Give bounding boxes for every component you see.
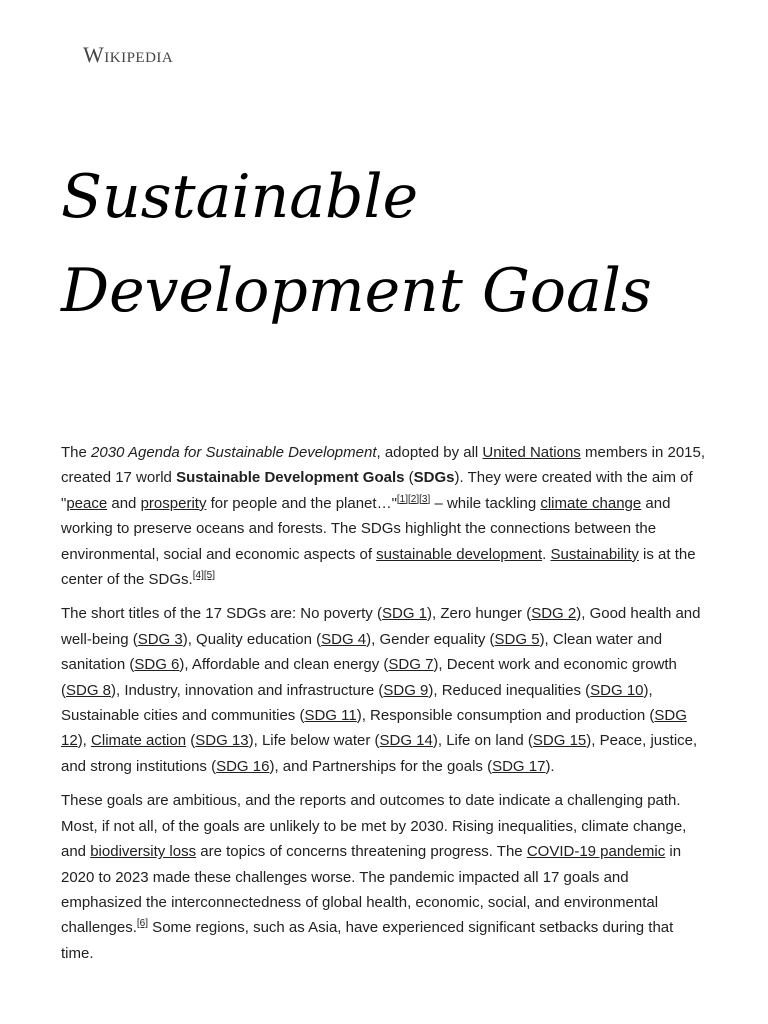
paragraph-intro: The 2030 Agenda for Sustainable Development, adopted by all United Nations members in 2015, created 17 world Sustainable Development Goals (SDGs). They were created with the aim of "peace and prosperity for people and the planet…"[1][2][3] – while tackling climate change and working to preserve oceans and forests. The SDGs highlight the connections between the environmental, social and economic aspects of sustainable development. Sustainability is at the center of the SDGs.[4][5] xyxy=(61,444,706,589)
link-sdg-5[interactable]: SDG 5 xyxy=(494,630,540,648)
link-sdg-9[interactable]: SDG 9 xyxy=(383,681,429,699)
reference-4[interactable] xyxy=(193,570,204,581)
reference-6-link[interactable]: [6] xyxy=(136,918,149,930)
reference-3-link[interactable]: [3] xyxy=(419,493,431,505)
wikipedia-logo[interactable]: Wikipedia xyxy=(83,42,174,67)
reference-5-link[interactable]: [5] xyxy=(203,570,215,582)
link-sdg-1[interactable]: SDG 1 xyxy=(381,605,427,623)
link-sdg-13[interactable]: SDG 13 xyxy=(195,732,249,750)
link-sdg-4[interactable]: SDG 4 xyxy=(321,630,367,648)
link-climate-change[interactable]: climate change xyxy=(540,494,642,512)
link-sustainable-development[interactable]: sustainable development xyxy=(376,545,543,563)
paragraph-challenges: These goals are ambitious, and the reports and outcomes to date indicate a challenging path. Most, if not all, of the goals are unlikely to be met by 2030. Rising inequalities, climate change, and biodiversity loss are topics of concerns threatening progress. The COVID-19 pandemic in 2020 to 2023 made these challenges worse. The pandemic impacted all 17 goals and emphasized the interconnectedness of global health, economic, social, and environmental challenges.[6] Some regions, such as Asia, have experienced significant setbacks during that time. xyxy=(61,792,687,962)
link-prosperity[interactable]: prosperity xyxy=(140,494,207,512)
link-sdg-7[interactable]: SDG 7 xyxy=(388,656,434,674)
reference-5[interactable] xyxy=(204,570,215,581)
link-sdg-17[interactable]: SDG 17 xyxy=(492,757,546,775)
link-biodiversity-loss[interactable]: biodiversity loss xyxy=(90,843,197,861)
link-sdg-8[interactable]: SDG 8 xyxy=(66,681,112,699)
bold-term-sdg: Sustainable Development Goals xyxy=(176,469,405,487)
link-sdg-11[interactable]: SDG 11 xyxy=(304,707,357,725)
link-peace[interactable]: peace xyxy=(66,494,108,512)
page-title xyxy=(61,150,741,338)
link-sdg-2[interactable]: SDG 2 xyxy=(531,605,577,623)
link-sdg-6[interactable]: SDG 6 xyxy=(134,656,180,674)
reference-2-link[interactable]: [2] xyxy=(408,493,420,505)
agenda-title: 2030 Agenda for Sustainable Development xyxy=(91,444,377,461)
title-line-1: Sustainable xyxy=(61,162,419,232)
bold-term-sdgs: SDGs xyxy=(413,469,455,487)
reference-6[interactable] xyxy=(137,918,148,929)
link-sdg-3[interactable]: SDG 3 xyxy=(137,630,183,648)
paragraph-sdg-list: The short titles of the 17 SDGs are: No poverty (SDG 1), Zero hunger (SDG 2), Good health and well-being (SDG 3), Quality education (SDG 4), Gender equality (SDG 5), Clean water and sanitation (SDG 6), Affordable and clean energy (SDG 7), Decent work and economic growth (SDG 8), Industry, innovation and infrastructure (SDG 9), Reduced inequalities (SDG 10), Sustainable cities and communities (SDG 11), Responsible consumption and production (SDG 12), Climate action (SDG 13), Life below water (SDG 14), Life on land (SDG 15), Peace, justice, and strong institutions (SDG 16), and Partnerships for the goals (SDG 17). xyxy=(61,605,701,775)
title-line-2: Development Goals xyxy=(61,256,652,326)
reference-1[interactable] xyxy=(397,494,408,505)
link-sdg-16[interactable]: SDG 16 xyxy=(216,757,270,775)
link-sdg-14[interactable]: SDG 14 xyxy=(379,732,433,750)
link-sdg-12[interactable]: SDG 12 xyxy=(61,707,687,750)
article-body xyxy=(61,440,709,975)
link-sdg-15[interactable]: SDG 15 xyxy=(532,732,587,750)
link-sustainability[interactable]: Sustainability xyxy=(550,545,639,563)
link-covid-19-pandemic[interactable]: COVID-19 pandemic xyxy=(526,843,666,861)
reference-4-link[interactable]: [4] xyxy=(192,570,204,582)
reference-2[interactable] xyxy=(408,494,419,505)
reference-1-link[interactable]: [1] xyxy=(396,493,409,505)
link-climate-action[interactable]: Climate action xyxy=(91,732,187,750)
reference-3[interactable] xyxy=(419,494,430,505)
link-sdg-10[interactable]: SDG 10 xyxy=(590,681,644,699)
link-united-nations[interactable]: United Nations xyxy=(482,444,581,461)
